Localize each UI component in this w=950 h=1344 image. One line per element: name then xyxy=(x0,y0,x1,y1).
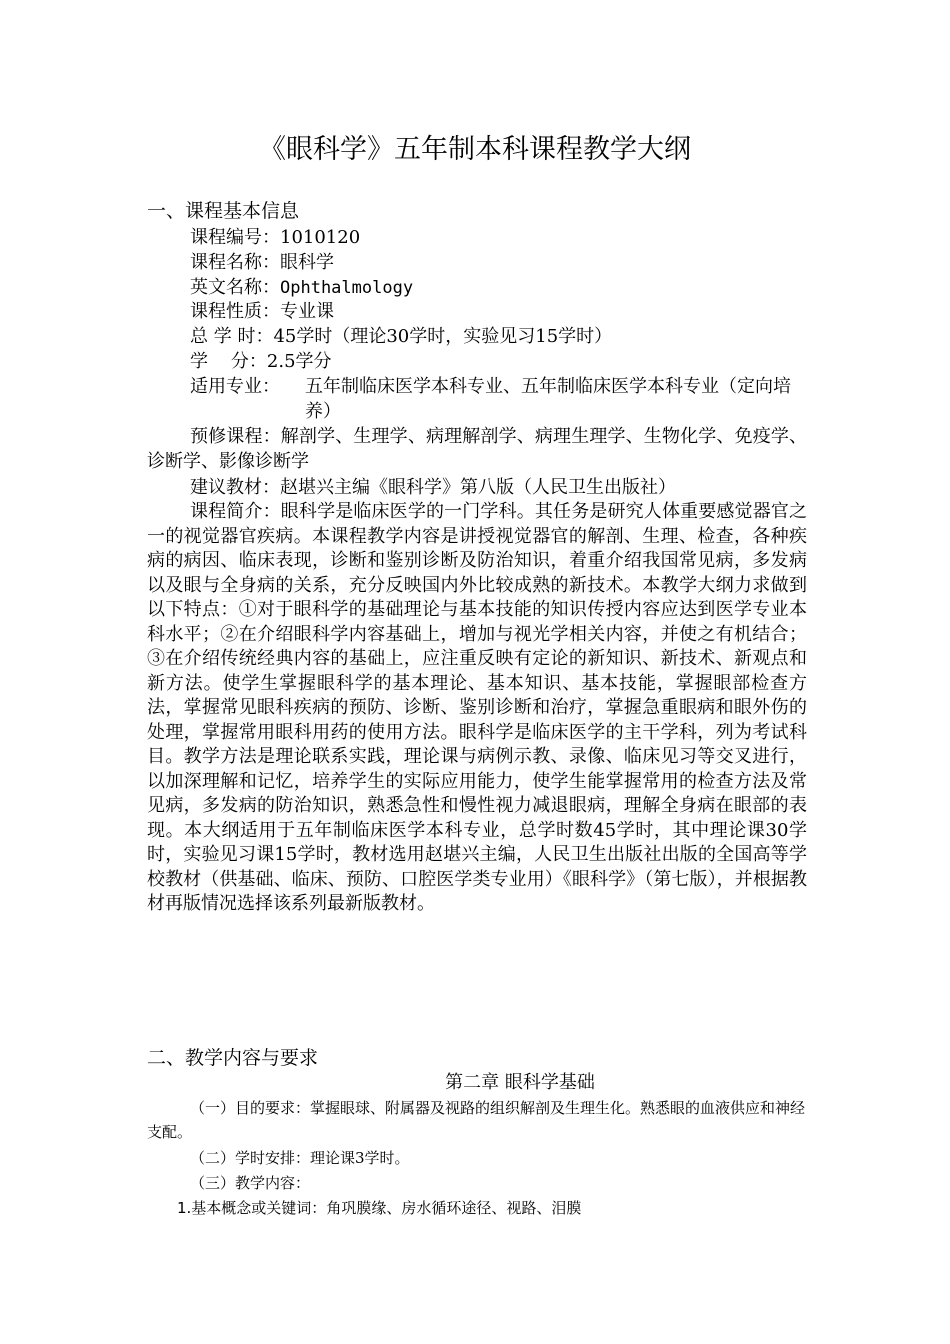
course-nature-label: 课程性质： xyxy=(190,301,280,322)
course-code-label: 课程编号： xyxy=(190,227,280,248)
textbook-value: 赵堪兴主编《眼科学》第八版（人民卫生出版社） xyxy=(280,477,676,498)
course-name-value: 眼科学 xyxy=(280,252,334,273)
credit-value: 2.5学分 xyxy=(266,351,332,372)
content-label: （三）教学内容： xyxy=(190,1174,311,1192)
document-title: 《眼科学》五年制本科课程教学大纲 xyxy=(259,134,691,165)
course-code-value: 1010120 xyxy=(280,227,361,248)
goal-label: （一）目的要求： xyxy=(190,1099,311,1117)
course-intro-label: 课程简介： xyxy=(190,501,281,522)
schedule-value: 理论课3学时。 xyxy=(310,1149,410,1167)
course-intro-value: 眼科学是临床医学的一门学科。其任务是研究人体重要感觉器官之一的视觉器官疾病。本课程教学内容是讲授视觉器官的解剖、生理、检查，各种疾病的病因、临床表现，诊断和鉴别诊断及防治知识，着重介绍我国常见病，多发病以及眼与全身病的关系，充分反映国内外比较成熟的新技术。本教学大纲力求做到以下特点：①对于眼科学的基础理论与基本技能的知识传授内容应达到医学专业本科水平；②在介绍眼科学内容基础上，增加与视光学相关内容，并使之有机结合；③在介绍传统经典内容的基础上，应注重反映有定论的新知识、新技术、新观点和新方法。使学生掌握眼科学的基本理论、基本知识、基本技能，掌握眼部检查方法，掌握常见眼科疾病的预防、诊断、鉴别诊断和治疗，掌握急重眼病和眼外伤的处理，掌握常用眼科用药的使用方法。眼科学是临床医学的主干学科，列为考试科目。教学方法是理论联系实践，理论课与病例示教、录像、临床见习等交叉进行，以加深理解和记忆，培养学生的实际应用能力，使学生能掌握常用的检查方法及常见病，多发病的防治知识，熟悉急性和慢性视力减退眼病，理解全身病在眼部的表现。本大纲适用于五年制临床医学本科专业，总学时数45学时，其中理论课30学时，实验见习课15学时，教材选用赵堪兴主编，人民卫生出版社出版的全国高等学校教材（供基础、临床、预防、口腔医学类专业用）《眼科学》（第七版），并根据教材再版情况选择该系列最新版教材。 xyxy=(147,501,808,914)
course-name-label: 课程名称： xyxy=(190,252,280,273)
textbook-label: 建议教材： xyxy=(190,477,280,498)
prerequisites-value: 解剖学、生理学、病理解剖学、病理生理学、生物化学、免疫学、诊断学、影像诊断学 xyxy=(147,426,808,472)
goal-paragraph xyxy=(147,1096,807,1144)
total-hours-value: 45学时（理论30学时，实验见习15学时） xyxy=(273,326,613,347)
course-nature-value: 专业课 xyxy=(280,301,334,322)
content-paragraph xyxy=(147,1171,807,1195)
course-code-row xyxy=(190,225,810,250)
keywords-paragraph xyxy=(147,1196,807,1220)
total-hours-label: 总 学 时： xyxy=(190,326,274,347)
course-nature-row xyxy=(190,299,810,324)
major-label: 适用专业： xyxy=(190,376,280,397)
course-name-row xyxy=(190,250,810,275)
credit-label: 学 分： xyxy=(190,351,267,372)
prerequisites-label: 预修课程： xyxy=(190,426,281,447)
course-intro-paragraph xyxy=(147,500,807,917)
english-name-value: Ophthalmology xyxy=(280,278,414,298)
schedule-label: （二）学时安排： xyxy=(190,1149,311,1167)
prerequisites-paragraph xyxy=(147,425,807,474)
keywords-label: 1.基本概念或关键词： xyxy=(177,1199,327,1217)
section-heading-content: 二、教学内容与要求 xyxy=(147,1047,319,1069)
major-row xyxy=(190,374,310,399)
chapter-title: 第二章 眼科学基础 xyxy=(445,1072,595,1093)
english-name-row xyxy=(190,275,810,301)
section-heading-basic-info: 一、课程基本信息 xyxy=(147,200,300,222)
keywords-value: 角巩膜缘、房水循环途径、视路、泪膜 xyxy=(326,1199,582,1217)
schedule-paragraph xyxy=(147,1146,807,1170)
major-value: 五年制临床医学本科专业、五年制临床医学本科专业（定向培养） xyxy=(305,376,791,422)
goal-value: 掌握眼球、附属器及视路的组织解剖及生理生化。熟悉眼的血液供应和神经支配。 xyxy=(147,1099,806,1141)
credit-row xyxy=(190,349,810,374)
textbook-row xyxy=(190,475,810,500)
english-name-label: 英文名称： xyxy=(190,277,280,298)
total-hours-row xyxy=(190,324,810,349)
